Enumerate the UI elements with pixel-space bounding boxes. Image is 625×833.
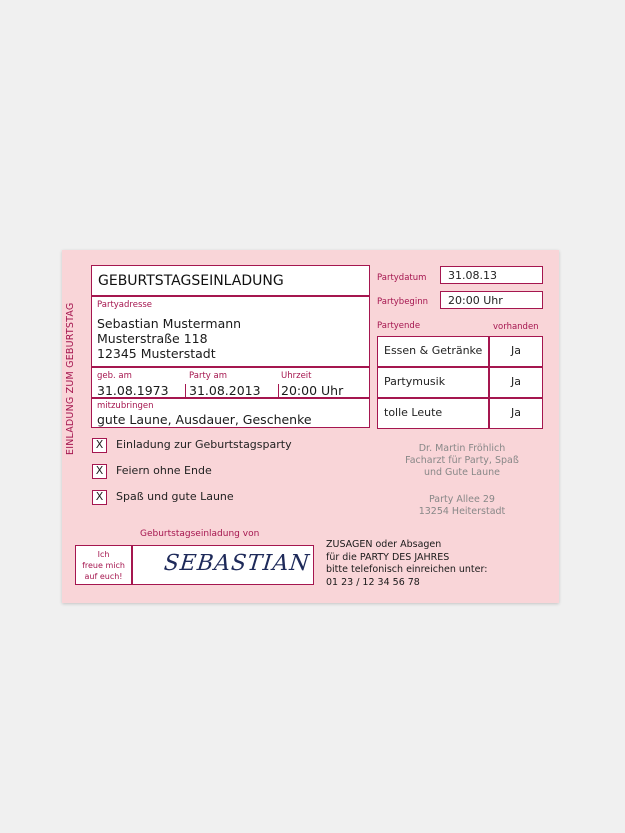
checkbox-3-label: Spaß und gute Laune <box>116 490 234 503</box>
stamp-box <box>75 545 132 585</box>
bring-value: gute Laune, Ausdauer, Geschenke <box>97 412 312 427</box>
rsvp-phone: 01 23 / 12 34 56 78 <box>326 576 420 588</box>
partydatum-value: 31.08.13 <box>448 269 497 282</box>
item-value-3: Ja <box>489 398 543 429</box>
date-separator <box>185 384 186 397</box>
item-name-3: tolle Leute <box>377 398 489 429</box>
partybeginn-label: Partybeginn <box>377 297 428 307</box>
doctor-address-2: 13254 Heiterstadt <box>418 506 506 517</box>
doctor-address-1: Party Allee 29 <box>429 494 495 505</box>
address-line-3: 12345 Musterstadt <box>97 346 216 361</box>
partybeginn-box <box>440 291 543 309</box>
checkbox-2-label: Feiern ohne Ende <box>116 464 212 477</box>
invitation-card <box>62 250 559 603</box>
form-title: GEBURTSTAGSEINLADUNG <box>98 273 284 289</box>
bring-box <box>91 398 370 428</box>
doctor-line-3: und Gute Laune <box>423 467 501 478</box>
partydatum-box <box>440 266 543 284</box>
rsvp-line-3: bitte telefonisch einreichen unter: <box>326 564 488 575</box>
checkbox-1[interactable]: X <box>92 438 107 453</box>
checkbox-3[interactable]: X <box>92 490 107 505</box>
doctor-line-2: Facharzt für Party, Spaß <box>405 455 519 466</box>
signature-name: SEBASTIAN <box>162 551 312 576</box>
checkbox-2[interactable]: X <box>92 464 107 479</box>
doctor-address <box>382 494 542 518</box>
bring-label: mitzubringen <box>97 401 154 411</box>
partybeginn-value: 20:00 Uhr <box>448 294 503 307</box>
item-value-2: Ja <box>489 367 543 398</box>
dates-box <box>91 367 370 398</box>
title-box <box>91 265 370 296</box>
time-label: Uhrzeit <box>281 371 312 381</box>
stamp-line-1: Ich <box>97 550 110 559</box>
address-label: Partyadresse <box>97 300 153 310</box>
party-date-value: 31.08.2013 <box>189 383 261 398</box>
signature-from-label: Geburtstagseinladung von <box>140 529 260 539</box>
rsvp-line-2: für die PARTY DES JAHRES <box>326 551 450 563</box>
checkbox-1-label: Einladung zur Geburtstagsparty <box>116 438 292 451</box>
item-name-2: Partymusik <box>377 367 489 398</box>
doctor-line-1: Dr. Martin Fröhlich <box>418 443 506 454</box>
address-box <box>91 296 370 367</box>
time-separator <box>278 384 279 397</box>
born-label: geb. am <box>97 371 132 381</box>
partyende-label: Partyende <box>377 321 421 331</box>
party-date-label: Party am <box>189 371 228 381</box>
born-value: 31.08.1973 <box>97 383 169 398</box>
item-name-1: Essen & Getränke <box>377 336 489 367</box>
item-value-1: Ja <box>489 336 543 367</box>
doctor-block <box>382 443 542 479</box>
side-label: EINLADUNG ZUM GEBURTSTAG <box>65 302 76 455</box>
partydatum-label: Partydatum <box>377 273 427 283</box>
address-line-1: Sebastian Mustermann <box>97 316 242 331</box>
stamp-line-2: freue mich <box>82 561 125 570</box>
rsvp-line-1: ZUSAGEN oder Absagen <box>326 539 442 550</box>
signature-box <box>132 545 314 585</box>
stamp-line-3: auf euch! <box>84 572 123 581</box>
vorhanden-label: vorhanden <box>493 322 539 332</box>
rsvp-note <box>326 539 487 589</box>
address-line-2: Musterstraße 118 <box>97 331 208 346</box>
time-value: 20:00 Uhr <box>281 383 344 398</box>
